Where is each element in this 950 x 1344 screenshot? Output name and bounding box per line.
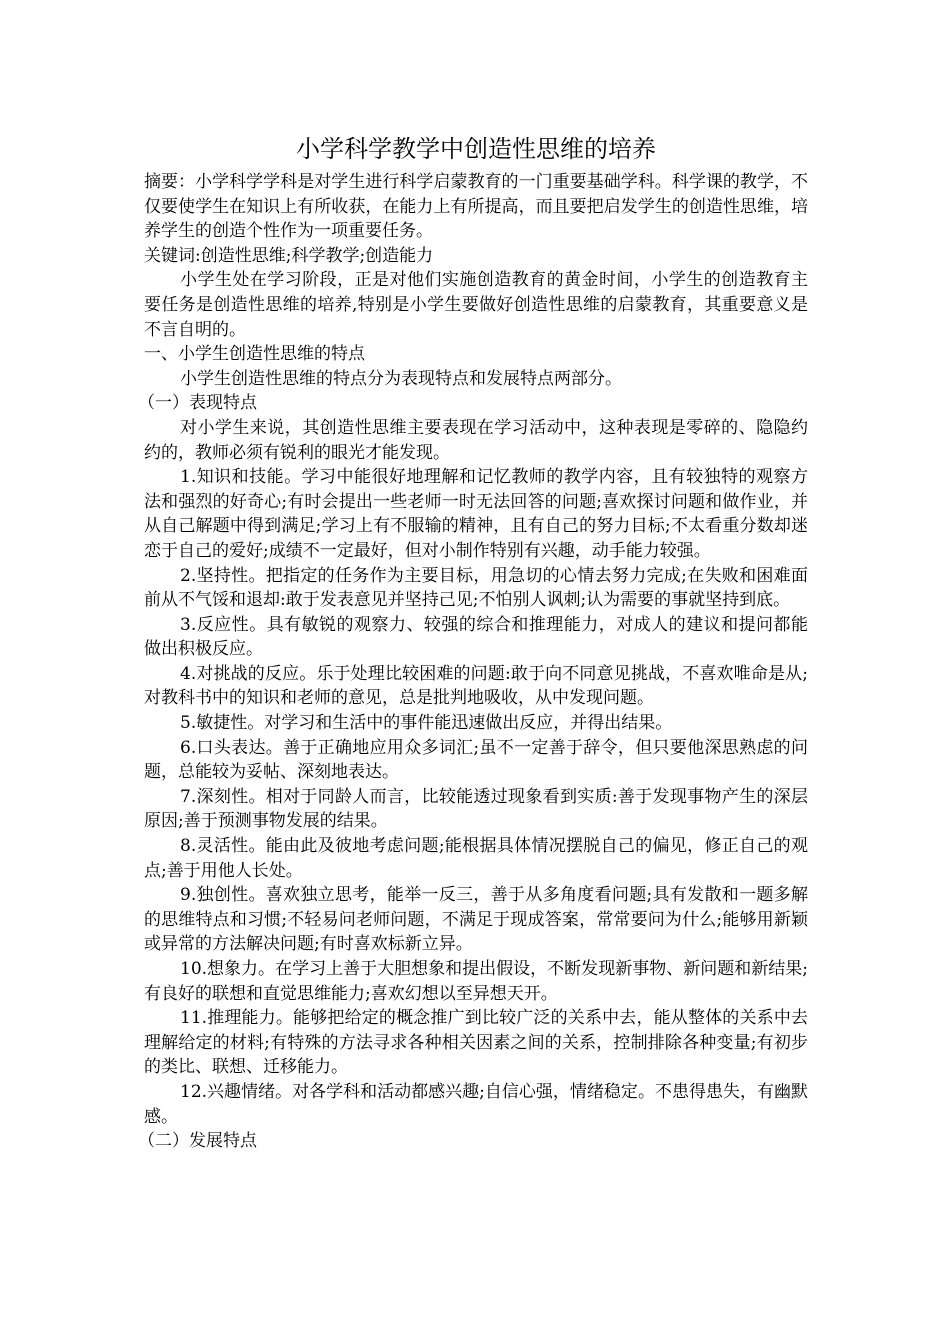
list-item: 11.推理能力。能够把给定的概念推广到比较广泛的关系中去，能从整体的关系中去理解给定的材料;有特殊的方法寻求各种相关因素之间的关系，控制排除各种变量;有初步的类比、联想、迁移能力。 (144, 1008, 808, 1078)
list-item: 1.知识和技能。学习中能很好地理解和记忆教师的教学内容，且有较独特的观察方法和强烈的好奇心;有时会提出一些老师一时无法回答的问题;喜欢探讨问题和做作业，并从自己解题中得到满足;学习上有不服输的精神，且有自己的努力目标;不太看重分数却迷恋于自己的爱好;成绩不一定最好，但对小制作特别有兴趣，动手能力较强。 (144, 467, 808, 561)
list-item: 3.反应性。具有敏锐的观察力、较强的综合和推理能力，对成人的建议和提问都能做出积极反应。 (144, 614, 808, 660)
list-item: 8.灵活性。能由此及彼地考虑问题;能根据具体情况摆脱自己的偏见，修正自己的观点;善于用他人长处。 (144, 836, 808, 881)
list-item: 10.想象力。在学习上善于大胆想象和提出假设，不断发现新事物、新问题和新结果;有良好的联想和直觉思维能力;喜欢幻想以至异想天开。 (144, 959, 808, 1004)
list-item: 9.独创性。喜欢独立思考，能举一反三，善于从多角度看问题;具有发散和一题多解的思维特点和习惯;不轻易问老师问题，不满足于现成答案，常常要问为什么;能够用新颖或异常的方法解决问题;有时喜欢标新立异。 (144, 885, 808, 955)
list-item: 6.口头表达。善于正确地应用众多词汇;虽不一定善于辞令，但只要他深思熟虑的问题，总能较为妥帖、深刻地表达。 (144, 737, 808, 783)
section-intro-paragraph: 小学生创造性思维的特点分为表现特点和发展特点两部分。 (180, 368, 622, 389)
keywords-line: 关键词:创造性思维;科学教学;创造能力 (144, 245, 434, 266)
document-page (138, 128, 808, 1154)
abstract-paragraph: 摘要：小学科学学科是对学生进行科学启蒙教育的一门重要基础学科。科学课的教学，不仅要使学生在知识上有所收获，在能力上有所提高，而且要把启发学生的创造性思维，培养学生的创造个性作为一项重要任务。 (144, 172, 808, 242)
list-item: 4.对挑战的反应。乐于处理比较困难的问题:敢于向不同意见挑战，不喜欢唯命是从;对教科书中的知识和老师的意见，总是批判地吸收，从中发现问题。 (144, 663, 808, 709)
subsection-intro-paragraph: 对小学生来说，其创造性思维主要表现在学习活动中，这种表现是零碎的、隐隐约约的，教师必须有锐利的眼光才能发现。 (144, 417, 808, 463)
document-title: 小学科学教学中创造性思维的培养 (296, 135, 656, 163)
intro-paragraph: 小学生处在学习阶段，正是对他们实施创造教育的黄金时间，小学生的创造教育主要任务是创造性思维的培养,特别是小学生要做好创造性思维的启蒙教育，其重要意义是不言自明的。 (144, 270, 808, 340)
list-item: 2.坚持性。把指定的任务作为主要目标，用急切的心情去努力完成;在失败和困难面前从不气馁和退却:敢于发表意见并坚持己见;不怕别人讽刺;认为需要的事就坚持到底。 (144, 565, 808, 611)
list-item: 7.深刻性。相对于同龄人而言，比较能透过现象看到实质:善于发现事物产生的深层原因;善于预测事物发展的结果。 (144, 786, 808, 832)
section-heading: 一、小学生创造性思维的特点 (144, 344, 365, 365)
list-item: 5.敏捷性。对学习和生活中的事件能迅速做出反应，并得出结果。 (180, 713, 673, 734)
list-item: 12.兴趣情绪。对各学科和活动都感兴趣;自信心强，情绪稳定。不患得患失，有幽默感。 (144, 1081, 808, 1127)
subsection-heading: （一）表现特点 (138, 393, 257, 414)
subsection-heading: （二）发展特点 (138, 1131, 257, 1152)
